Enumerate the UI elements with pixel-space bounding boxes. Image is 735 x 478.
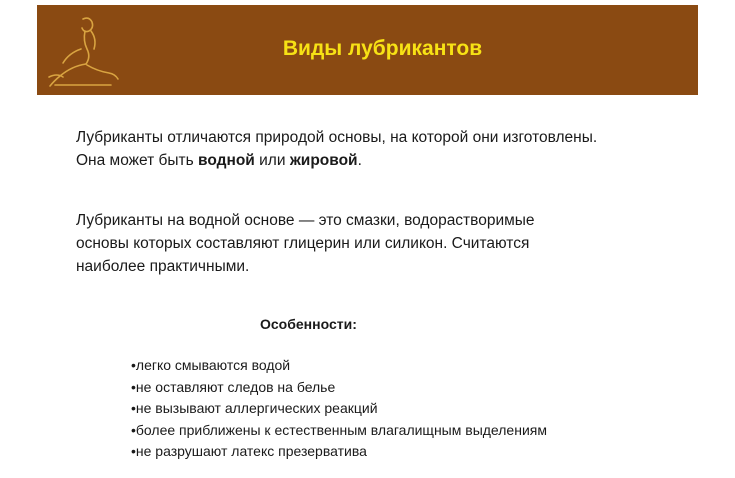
list-item: •легко смываются водой: [131, 357, 291, 373]
list-item: •не оставляют следов на белье: [131, 378, 336, 395]
intro-prefix: Она может быть: [76, 152, 199, 169]
header-banner: [37, 5, 698, 95]
water-based-paragraph: [76, 209, 726, 278]
features-title: Особенности:: [260, 316, 357, 332]
list-item: •не разрушают латекс презерватива: [131, 443, 367, 459]
water-based-line: Лубриканты на водной основе — это смазки, водорастворимые: [76, 212, 535, 229]
intro-suffix: .: [357, 152, 362, 169]
water-based-line: наиболее практичными.: [76, 258, 250, 275]
water-based-line: основы которых составляют глицерин или силикон. Считаются: [76, 235, 530, 252]
intro-bold-fat: жировой: [289, 152, 358, 169]
intro-line-1: Лубриканты отличаются природой основы, на которой они изготовлены.: [76, 129, 598, 146]
list-item: •более приближены к естественным влагалищным выделениям: [131, 421, 547, 438]
features-list: [131, 355, 547, 463]
list-item: •не вызывают аллергических реакций: [131, 400, 378, 416]
intro-paragraph: [76, 126, 726, 172]
intro-middle: или: [254, 152, 290, 169]
intro-bold-water: водной: [198, 152, 255, 169]
intro-line-2: [76, 149, 726, 172]
slide-title: Виды лубрикантов: [282, 37, 483, 60]
